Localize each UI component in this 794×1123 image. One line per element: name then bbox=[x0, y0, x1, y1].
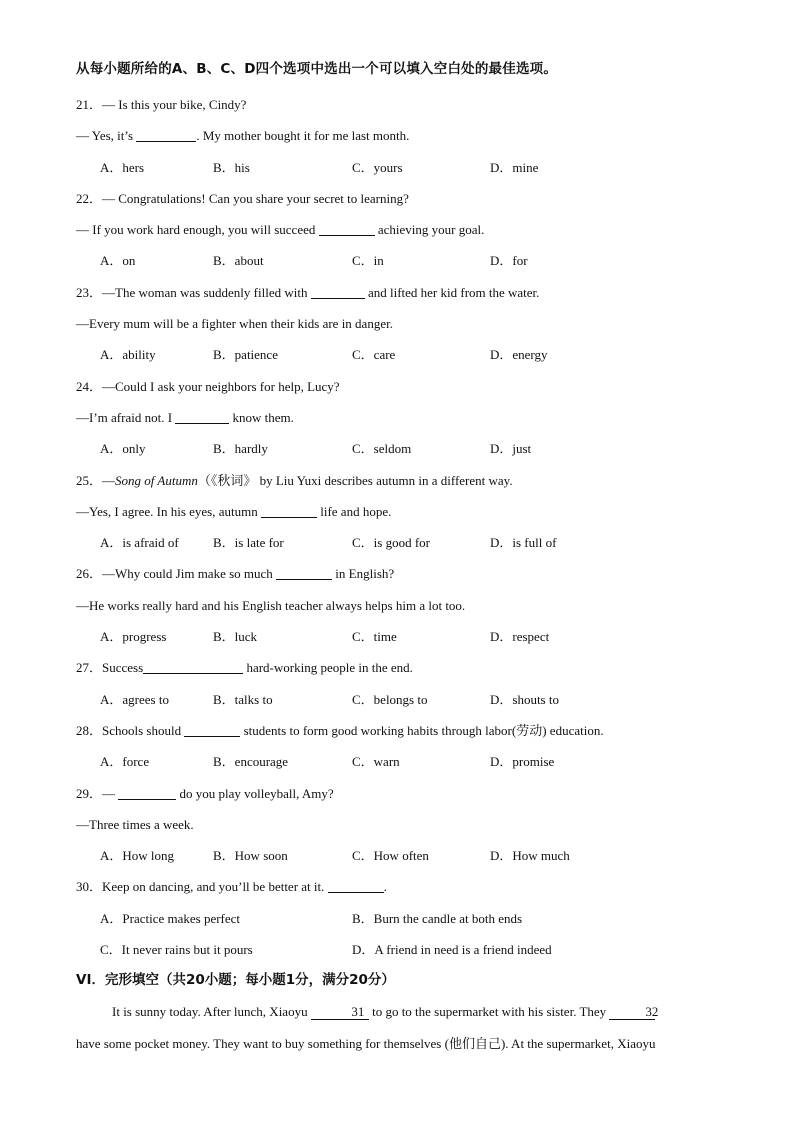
question-24-line1 bbox=[76, 371, 726, 402]
question-24-options bbox=[76, 433, 726, 464]
question-21 bbox=[76, 89, 726, 183]
option-a[interactable]: A．only bbox=[100, 441, 146, 457]
option-b[interactable]: B．hardly bbox=[213, 441, 268, 457]
question-text: —Yes, I agree. In his eyes, autumn bbox=[76, 503, 261, 519]
question-text: . bbox=[383, 879, 387, 895]
passage-text: to go to the supermarket with his sister. They bbox=[368, 1004, 610, 1020]
question-25-line2 bbox=[76, 496, 726, 527]
option-d[interactable]: D．A friend in need is a friend indeed bbox=[352, 942, 552, 958]
option-b[interactable]: B．Burn the candle at both ends bbox=[352, 910, 523, 926]
option-c[interactable]: C．seldom bbox=[352, 441, 412, 457]
question-number: 29． bbox=[76, 785, 103, 801]
question-21-line2 bbox=[76, 120, 726, 151]
question-text: — If you work hard enough, you will succeed bbox=[76, 222, 319, 238]
option-b[interactable]: B．patience bbox=[213, 347, 278, 363]
answer-blank[interactable] bbox=[184, 723, 240, 737]
question-25-options bbox=[76, 527, 726, 558]
answer-blank[interactable] bbox=[175, 410, 229, 424]
question-text: do you play volleyball, Amy? bbox=[176, 785, 334, 801]
question-21-options bbox=[76, 152, 726, 183]
option-b[interactable]: B．talks to bbox=[213, 691, 273, 707]
option-d[interactable]: D．just bbox=[490, 441, 532, 457]
option-b[interactable]: B．his bbox=[213, 159, 250, 175]
question-28 bbox=[76, 715, 726, 778]
question-29-line1 bbox=[76, 778, 726, 809]
option-a[interactable]: A．is afraid of bbox=[100, 535, 179, 551]
question-text: —The woman was suddenly filled with bbox=[102, 284, 311, 300]
question-30 bbox=[76, 871, 726, 965]
question-23-line1 bbox=[76, 277, 726, 308]
question-22 bbox=[76, 183, 726, 277]
option-d[interactable]: D．is full of bbox=[490, 535, 557, 551]
question-29 bbox=[76, 778, 726, 872]
section-title: VI．完形填空（共20小题；每小题1分，满分20分） bbox=[76, 972, 395, 989]
question-text: — Congratulations! Can you share your secret to learning? bbox=[102, 190, 409, 206]
answer-blank[interactable] bbox=[311, 285, 365, 299]
answer-blank[interactable] bbox=[136, 128, 196, 142]
question-number: 22． bbox=[76, 190, 103, 206]
question-26 bbox=[76, 558, 726, 652]
option-d[interactable]: D．respect bbox=[490, 629, 550, 645]
option-a[interactable]: A．How long bbox=[100, 848, 175, 864]
section-instruction: 从每小题所给的A、B、C、D四个选项中选出一个可以填入空白处的最佳选项。 bbox=[76, 61, 558, 77]
question-number: 27． bbox=[76, 660, 103, 676]
option-a[interactable]: A．hers bbox=[100, 159, 145, 175]
option-c[interactable]: C．belongs to bbox=[352, 691, 428, 707]
option-a[interactable]: A．on bbox=[100, 253, 136, 269]
option-d[interactable]: D．for bbox=[490, 253, 528, 269]
question-text: students to form good working habits through labor(劳动) education. bbox=[240, 722, 604, 738]
question-number: 24． bbox=[76, 378, 103, 394]
cloze-passage-line2: have some pocket money. They want to buy something for themselves (他们自己). At the supermarket, Xiaoyu bbox=[76, 1035, 656, 1051]
option-a[interactable]: A．ability bbox=[100, 347, 156, 363]
question-text: —Could I ask your neighbors for help, Lucy? bbox=[102, 378, 340, 394]
answer-blank[interactable] bbox=[319, 222, 375, 236]
question-text: and lifted her kid from the water. bbox=[364, 284, 540, 300]
question-text: know them. bbox=[229, 409, 294, 425]
question-text: by Liu Yuxi describes autumn in a different way. bbox=[256, 472, 513, 488]
question-30-options-row2 bbox=[76, 934, 726, 965]
cloze-blank-31[interactable]: 31 bbox=[311, 1005, 369, 1020]
option-b[interactable]: B．is late for bbox=[213, 535, 284, 551]
question-text: life and hope. bbox=[316, 503, 392, 519]
answer-blank[interactable] bbox=[276, 566, 332, 580]
answer-blank[interactable] bbox=[143, 660, 243, 674]
question-text: — bbox=[102, 785, 119, 801]
option-d[interactable]: D．promise bbox=[490, 754, 555, 770]
option-c[interactable]: C．time bbox=[352, 629, 397, 645]
question-27 bbox=[76, 652, 726, 715]
option-d[interactable]: D．shouts to bbox=[490, 691, 559, 707]
option-d[interactable]: D．How much bbox=[490, 848, 570, 864]
question-22-line2 bbox=[76, 214, 726, 245]
question-29-line2: —Three times a week. bbox=[76, 816, 194, 832]
question-text: Success bbox=[102, 660, 144, 676]
question-26-line1 bbox=[76, 558, 726, 589]
option-a[interactable]: A．force bbox=[100, 754, 150, 770]
option-a[interactable]: A．Practice makes perfect bbox=[100, 910, 241, 926]
question-27-line1 bbox=[76, 652, 726, 683]
question-22-options bbox=[76, 245, 726, 276]
option-b[interactable]: B．encourage bbox=[213, 754, 289, 770]
option-b[interactable]: B．about bbox=[213, 253, 264, 269]
question-text: in English? bbox=[332, 566, 395, 582]
option-c[interactable]: C．It never rains but it pours bbox=[100, 942, 253, 958]
option-d[interactable]: D．energy bbox=[490, 347, 548, 363]
question-text: —I’m afraid not. I bbox=[76, 409, 176, 425]
question-text: hard-working people in the end. bbox=[243, 660, 413, 676]
question-number: 26． bbox=[76, 566, 103, 582]
option-c[interactable]: C．yours bbox=[352, 159, 403, 175]
option-c[interactable]: C．warn bbox=[352, 754, 400, 770]
question-text: — Is this your bike, Cindy? bbox=[102, 97, 247, 112]
question-number: 21． bbox=[76, 97, 103, 112]
answer-blank[interactable] bbox=[118, 786, 176, 800]
option-a[interactable]: A．progress bbox=[100, 629, 167, 645]
question-number: 30． bbox=[76, 879, 103, 895]
question-text: — bbox=[102, 472, 116, 488]
question-number: 28． bbox=[76, 722, 103, 738]
question-text: Schools should bbox=[102, 722, 185, 738]
question-24 bbox=[76, 371, 726, 465]
cloze-blank-32[interactable]: 32 bbox=[609, 1005, 655, 1020]
question-30-line1 bbox=[76, 871, 726, 902]
question-23 bbox=[76, 277, 726, 371]
passage-text: It is sunny today. After lunch, Xiaoyu bbox=[112, 1004, 311, 1020]
option-c[interactable]: C．is good for bbox=[352, 535, 431, 551]
option-c[interactable]: C．care bbox=[352, 347, 396, 363]
question-26-options bbox=[76, 621, 726, 652]
option-a[interactable]: A．agrees to bbox=[100, 691, 169, 707]
question-28-options bbox=[76, 746, 726, 777]
cloze-passage bbox=[76, 996, 720, 1027]
option-b[interactable]: B．luck bbox=[213, 629, 258, 645]
question-text: . My mother bought it for me last month. bbox=[196, 128, 410, 144]
question-23-line2: —Every mum will be a fighter when their kids are in danger. bbox=[76, 316, 393, 332]
option-d[interactable]: D．mine bbox=[490, 159, 539, 175]
question-24-line2 bbox=[76, 402, 726, 433]
question-28-line1 bbox=[76, 715, 726, 746]
poem-title-chinese: （《秋词》 bbox=[197, 472, 257, 488]
question-number: 23． bbox=[76, 284, 103, 300]
question-26-line2: —He works really hard and his English teacher always helps him a lot too. bbox=[76, 597, 466, 613]
question-25-line1 bbox=[76, 465, 726, 496]
question-text: Keep on dancing, and you’ll be better at it. bbox=[102, 879, 328, 895]
exam-page bbox=[76, 59, 726, 1059]
option-c[interactable]: C．in bbox=[352, 253, 384, 269]
answer-blank[interactable] bbox=[328, 879, 384, 893]
question-21-line1 bbox=[76, 89, 726, 120]
question-number: 25． bbox=[76, 472, 103, 488]
question-text: —Why could Jim make so much bbox=[102, 566, 277, 582]
poem-title: Song of Autumn bbox=[115, 472, 198, 488]
question-25 bbox=[76, 465, 726, 559]
question-text: — Yes, it’s bbox=[76, 128, 137, 144]
question-27-options bbox=[76, 684, 726, 715]
answer-blank[interactable] bbox=[261, 504, 317, 518]
question-text: achieving your goal. bbox=[374, 222, 485, 238]
question-29-options bbox=[76, 840, 726, 871]
option-b[interactable]: B．How soon bbox=[213, 848, 288, 864]
question-22-line1 bbox=[76, 183, 726, 214]
question-30-options-row1 bbox=[76, 903, 726, 934]
option-c[interactable]: C．How often bbox=[352, 848, 429, 864]
question-23-options bbox=[76, 339, 726, 370]
